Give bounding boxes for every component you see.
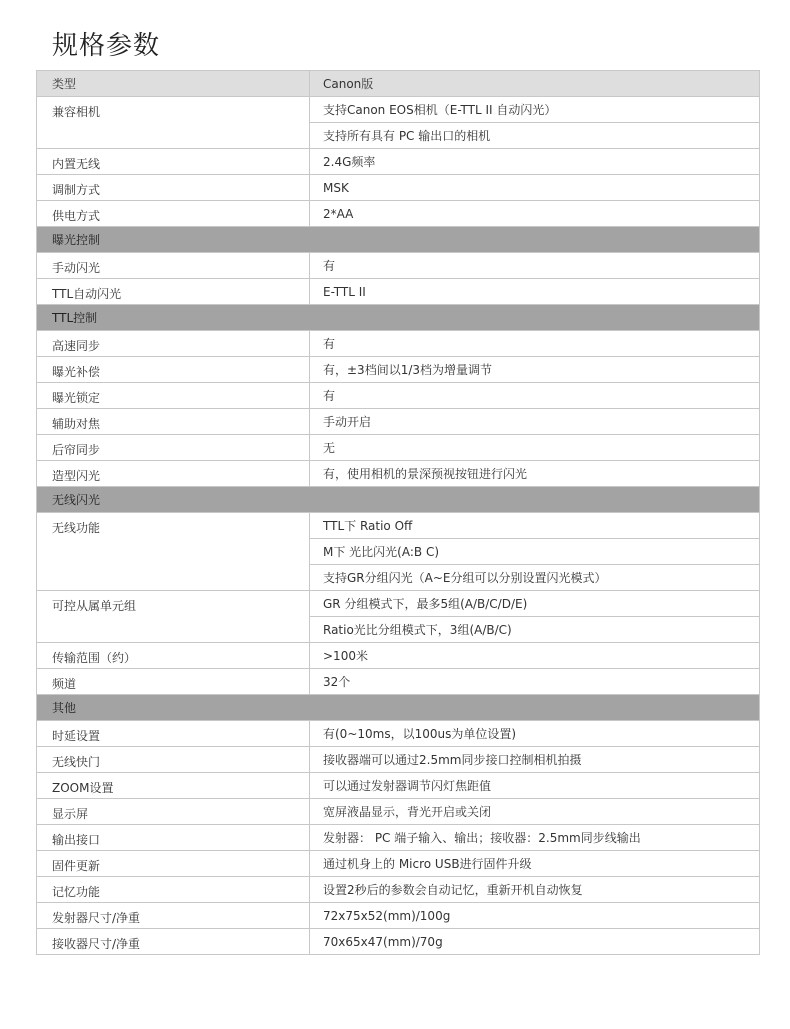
table-row — [37, 851, 760, 877]
spec-value: >100米 — [310, 643, 760, 669]
table-row — [37, 643, 760, 669]
section-heading: 无线闪光 — [37, 487, 760, 513]
table-row — [37, 461, 760, 487]
spec-value: 支持Canon EOS相机（E-TTL II 自动闪光） — [310, 97, 760, 123]
table-row — [37, 435, 760, 461]
table-row — [37, 747, 760, 773]
spec-label: 内置无线 — [37, 149, 310, 175]
spec-label: 手动闪光 — [37, 253, 310, 279]
table-header-row — [37, 71, 760, 97]
spec-value: 有 — [310, 383, 760, 409]
spec-label: 传输范围（约） — [37, 643, 310, 669]
spec-label: 显示屏 — [37, 799, 310, 825]
spec-value: 2.4G频率 — [310, 149, 760, 175]
spec-label: 后帘同步 — [37, 435, 310, 461]
spec-value: MSK — [310, 175, 760, 201]
spec-label: 发射器尺寸/净重 — [37, 903, 310, 929]
spec-value: 有(0~10ms，以100us为单位设置) — [310, 721, 760, 747]
table-row — [37, 201, 760, 227]
spec-value: TTL下 Ratio Off — [310, 513, 760, 539]
table-row — [37, 331, 760, 357]
spec-label: 高速同步 — [37, 331, 310, 357]
spec-value: Ratio光比分组模式下，3组(A/B/C) — [310, 617, 760, 643]
table-row — [37, 721, 760, 747]
section-row — [37, 695, 760, 721]
spec-table-body — [37, 71, 760, 955]
spec-value: 发射器： PC 端子输入、输出；接收器：2.5mm同步线输出 — [310, 825, 760, 851]
spec-value: M下 光比闪光(A:B C) — [310, 539, 760, 565]
spec-value: 手动开启 — [310, 409, 760, 435]
table-row — [37, 799, 760, 825]
table-row — [37, 149, 760, 175]
spec-label: ZOOM设置 — [37, 773, 310, 799]
spec-label: 无线快门 — [37, 747, 310, 773]
spec-label: 兼容相机 — [37, 97, 310, 149]
spec-label: 固件更新 — [37, 851, 310, 877]
table-row — [37, 357, 760, 383]
spec-label: 辅助对焦 — [37, 409, 310, 435]
table-row — [37, 279, 760, 305]
spec-value: E-TTL II — [310, 279, 760, 305]
table-row — [37, 253, 760, 279]
page-title: 规格参数 — [52, 31, 161, 61]
spec-value: GR 分组模式下，最多5组(A/B/C/D/E) — [310, 591, 760, 617]
spec-label: 可控从属单元组 — [37, 591, 310, 643]
section-row — [37, 487, 760, 513]
spec-value: 通过机身上的 Micro USB进行固件升级 — [310, 851, 760, 877]
table-row — [37, 825, 760, 851]
spec-label: 供电方式 — [37, 201, 310, 227]
spec-value: 设置2秒后的参数会自动记忆，重新开机自动恢复 — [310, 877, 760, 903]
spec-value: 有 — [310, 253, 760, 279]
spec-value: 无 — [310, 435, 760, 461]
spec-label: 无线功能 — [37, 513, 310, 591]
spec-label: 时延设置 — [37, 721, 310, 747]
spec-label: TTL自动闪光 — [37, 279, 310, 305]
section-row — [37, 305, 760, 331]
spec-label: 造型闪光 — [37, 461, 310, 487]
header-value: Canon版 — [310, 71, 760, 97]
header-label: 类型 — [37, 71, 310, 97]
spec-value: 支持GR分组闪光（A~E分组可以分别设置闪光模式） — [310, 565, 760, 591]
table-row — [37, 929, 760, 955]
spec-label: 记忆功能 — [37, 877, 310, 903]
section-row — [37, 227, 760, 253]
spec-value: 72x75x52(mm)/100g — [310, 903, 760, 929]
table-row — [37, 903, 760, 929]
table-row — [37, 97, 760, 123]
spec-value: 接收器端可以通过2.5mm同步接口控制相机拍摄 — [310, 747, 760, 773]
table-row — [37, 175, 760, 201]
table-row — [37, 773, 760, 799]
spec-value: 70x65x47(mm)/70g — [310, 929, 760, 955]
spec-value: 可以通过发射器调节闪灯焦距值 — [310, 773, 760, 799]
table-row — [37, 409, 760, 435]
table-row — [37, 877, 760, 903]
spec-label: 频道 — [37, 669, 310, 695]
table-row — [37, 669, 760, 695]
spec-value: 宽屏液晶显示，背光开启或关闭 — [310, 799, 760, 825]
table-row — [37, 513, 760, 539]
spec-label: 调制方式 — [37, 175, 310, 201]
spec-label: 输出接口 — [37, 825, 310, 851]
spec-value: 有 — [310, 331, 760, 357]
spec-value: 32个 — [310, 669, 760, 695]
spec-value: 2*AA — [310, 201, 760, 227]
spec-value: 有，±3档间以1/3档为增量调节 — [310, 357, 760, 383]
spec-label: 接收器尺寸/净重 — [37, 929, 310, 955]
table-row — [37, 591, 760, 617]
spec-label: 曝光锁定 — [37, 383, 310, 409]
spec-value: 支持所有具有 PC 输出口的相机 — [310, 123, 760, 149]
spec-label: 曝光补偿 — [37, 357, 310, 383]
section-heading: TTL控制 — [37, 305, 760, 331]
spec-table — [36, 70, 760, 955]
section-heading: 其他 — [37, 695, 760, 721]
section-heading: 曝光控制 — [37, 227, 760, 253]
table-row — [37, 383, 760, 409]
spec-value: 有，使用相机的景深预视按钮进行闪光 — [310, 461, 760, 487]
